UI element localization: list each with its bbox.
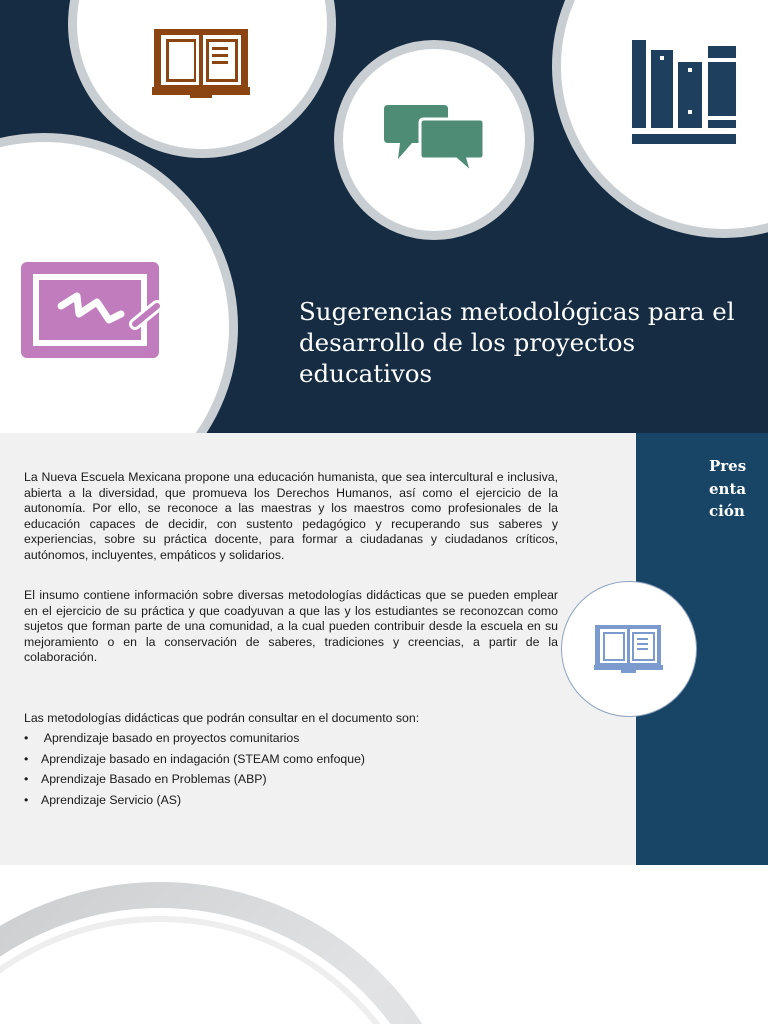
bullet: • <box>24 793 29 808</box>
chalkboard-icon <box>21 262 163 360</box>
list-item-text: Aprendizaje basado en indagación (STEAM como enfoque) <box>41 751 366 766</box>
section-label: Presentación <box>709 457 747 520</box>
intro-paragraph: La Nueva Escuela Mexicana propone una educación humanista, que sea intercultural e inclusiva, abierta a la diversidad, que promueva los Derechos Humanos, así como el ejercicio de la autonomía. Por ello, se reconoce a las maestras y los maestros como profesionales de la educación capaces de decidir, con sustento pedagógico y recuperando sus saberes y experiencias, sobre su práctica docente, para formar a ciudadanas y ciudadanos críticos, autónomos, incluyentes, empáticos y solidarios. <box>24 470 558 562</box>
chat-bubbles-icon <box>384 103 486 175</box>
methodologies-list <box>24 731 365 814</box>
bullet: • <box>24 751 29 766</box>
open-book-icon <box>152 27 250 99</box>
list-item <box>24 772 365 793</box>
bookshelf-icon <box>632 40 738 146</box>
list-item-text: Aprendizaje basado en proyectos comunitarios <box>41 731 300 745</box>
header-banner <box>0 0 768 433</box>
decorative-ring <box>0 865 768 1024</box>
book-badge <box>561 581 697 717</box>
list-item <box>24 793 365 814</box>
list-item-text: Aprendizaje Servicio (AS) <box>41 793 182 808</box>
description-paragraph: El insumo contiene información sobre diversas metodologías didácticas que se pueden emplear en el ejercicio de su práctica y que coadyuvan a que las y los estudiantes se reconozcan como sujetos que forman parte de una comunidad, a la cual pueden contribuir desde la escuela en su mejoramiento o en la conservación de saberes, tradiciones y creencias, a partir de la colaboración. <box>24 588 558 664</box>
open-book-icon <box>594 624 664 674</box>
list-item-text: Aprendizaje Basado en Problemas (ABP) <box>41 772 267 787</box>
content-panel <box>0 433 636 865</box>
list-item <box>24 731 365 752</box>
list-item <box>24 752 365 773</box>
list-intro: Las metodologías didácticas que podrán consultar en el documento son: <box>24 711 420 725</box>
page-title: Sugerencias metodológicas para el desarrollo de los proyectos educativos <box>299 297 735 388</box>
bullet: • <box>24 772 29 787</box>
footer-decoration <box>0 865 768 1024</box>
bullet: • <box>24 731 29 745</box>
